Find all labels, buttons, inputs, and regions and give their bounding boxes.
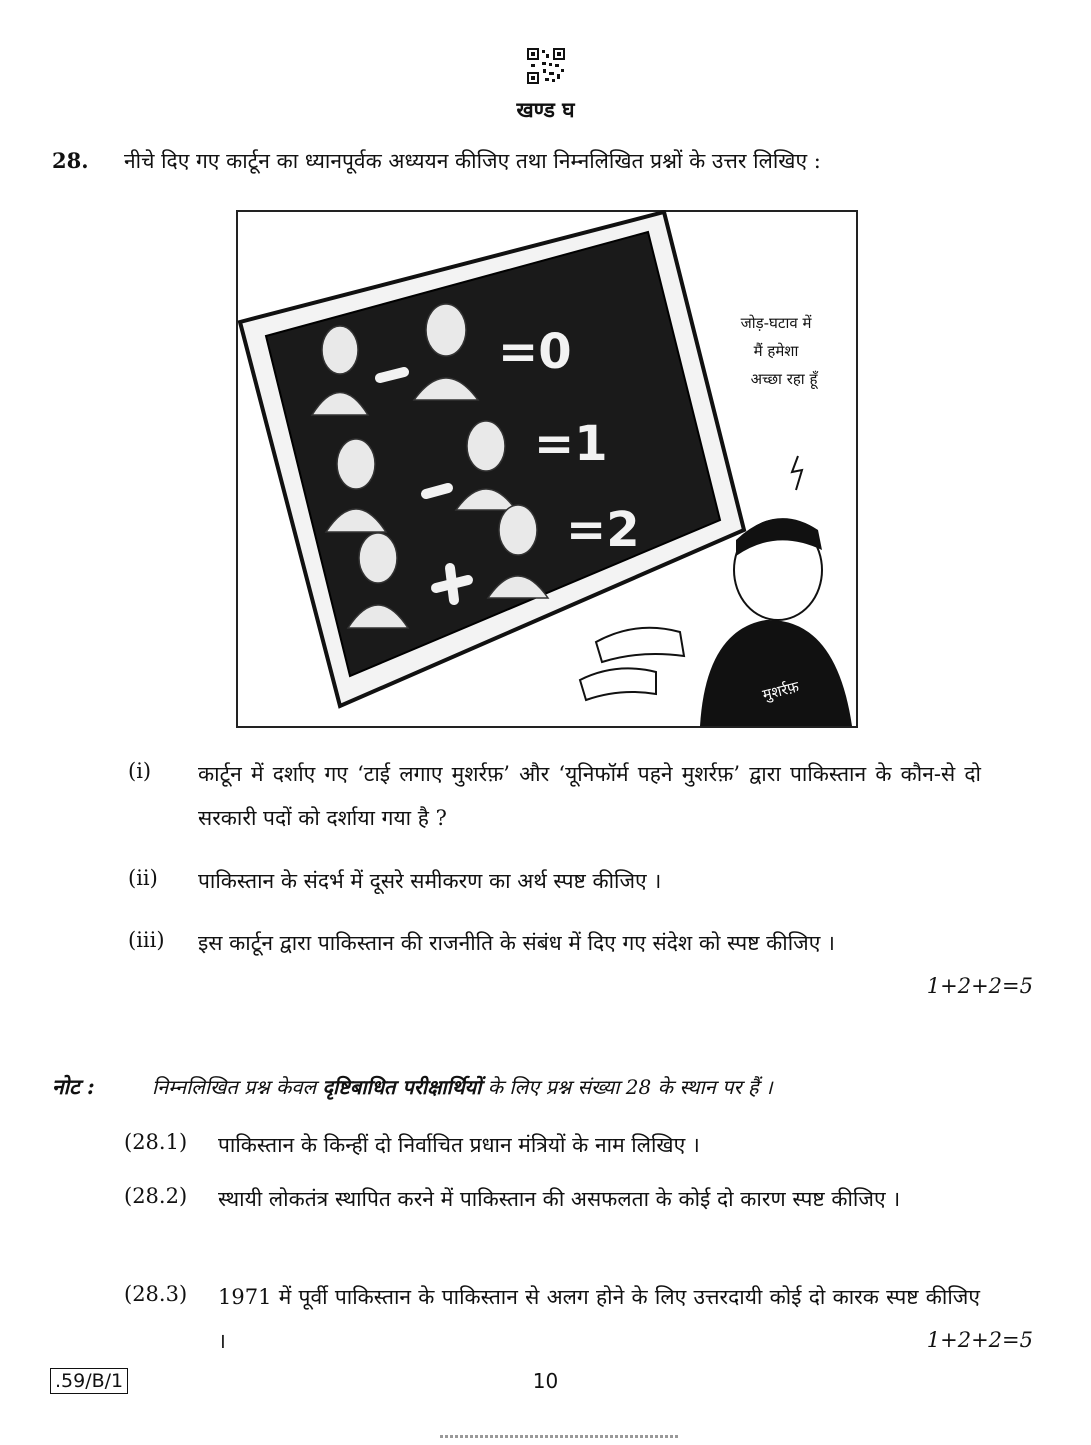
alt-q-label-2: (28.2) [124, 1184, 188, 1208]
marks-1: 1+2+2=5 [926, 974, 1033, 998]
qr-code-icon [527, 48, 565, 84]
subq-text-i: कार्टून में दर्शाए गए ‘टाई लगाए मुशर्रफ़’ और ‘यूनिफॉर्म पहने मुशर्रफ़’ द्वारा पाकिस्तान के कौन-से दो सरकारी पदों को दर्शाया गया है ? [198, 762, 981, 830]
footer-microtext-strip [440, 1435, 680, 1438]
subq-label-ii: (ii) [128, 866, 158, 890]
note-label: नोट : [52, 1074, 95, 1099]
equation-3: =2 [566, 502, 640, 558]
section-title: खण्ड घ [516, 97, 575, 122]
cartoon-image [236, 210, 858, 728]
subq-label-i: (i) [128, 759, 152, 783]
note-text [152, 1073, 1032, 1100]
note-text-bold: दृष्टिबाधित परीक्षार्थियों [322, 1075, 482, 1099]
alt-q-text-2: स्थायी लोकतंत्र स्थापित करने में पाकिस्तान की असफलता के कोई दो कारण स्पष्ट कीजिए । [218, 1187, 901, 1211]
subq-text-ii: पाकिस्तान के संदर्भ में दूसरे समीकरण का अर्थ स्पष्ट कीजिए । [198, 869, 662, 893]
equation-1: =0 [498, 324, 572, 380]
speech-line-1: जोड़-घटाव में [740, 314, 812, 332]
marks-2: 1+2+2=5 [926, 1328, 1033, 1352]
speech-line-3: अच्छा रहा हूँ [750, 370, 818, 388]
paper-code: .59/B/1 [50, 1368, 128, 1394]
page-number: 10 [532, 1369, 559, 1393]
equation-2: =1 [534, 416, 608, 472]
alt-q-text-1: पाकिस्तान के किन्हीं दो निर्वाचित प्रधान मंत्रियों के नाम लिखिए । [218, 1133, 700, 1157]
question-text: नीचे दिए गए कार्टून का ध्यानपूर्वक अध्ययन कीजिए तथा निम्नलिखित प्रश्नों के उत्तर लिखिए : [124, 149, 821, 173]
note-text-after: के लिए प्रश्न संख्या 28 के स्थान पर हैं । [481, 1075, 773, 1099]
coat-label: मुशर्रफ़ [760, 677, 801, 704]
subq-text-iii: इस कार्टून द्वारा पाकिस्तान की राजनीति के संबंध में दिए गए संदेश को स्पष्ट कीजिए । [198, 931, 835, 955]
speech-line-2: मैं हमेशा [753, 342, 799, 360]
question-number: 28. [52, 148, 89, 173]
subq-label-iii: (iii) [128, 928, 165, 952]
alt-q-label-3: (28.3) [124, 1282, 188, 1306]
alt-q-text-3: 1971 में पूर्वी पाकिस्तान के पाकिस्तान से अलग होने के लिए उत्तरदायी कोई दो कारक स्पष्ट कीजिए । [218, 1285, 980, 1353]
alt-q-label-1: (28.1) [124, 1130, 188, 1154]
note-text-before: निम्नलिखित प्रश्न केवल [152, 1075, 323, 1099]
